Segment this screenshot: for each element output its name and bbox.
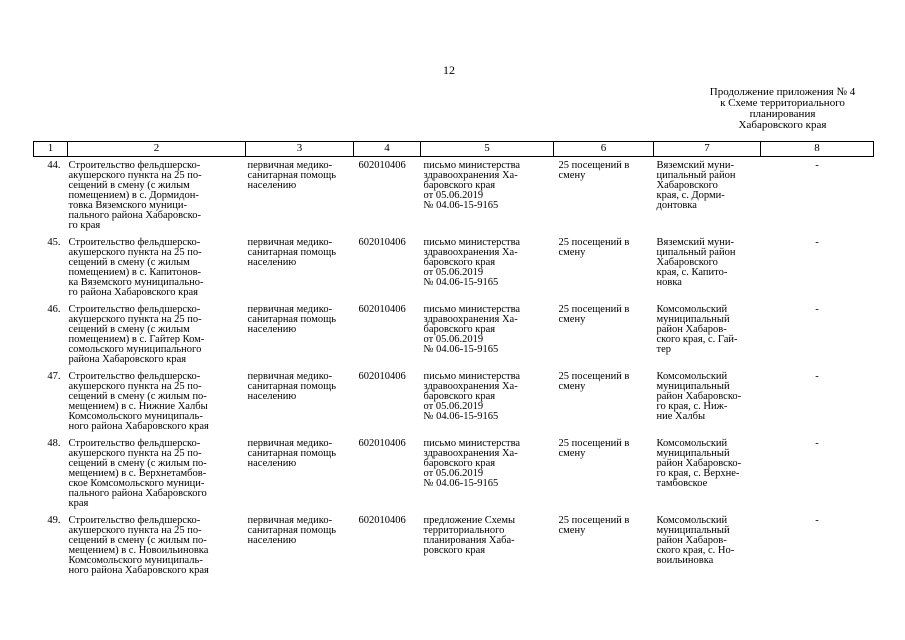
- object-type: первичная медико- санитарная помощь населению: [247, 304, 336, 335]
- object-code: 602010406: [358, 304, 406, 315]
- object-capacity: 25 посещений в смену: [558, 304, 630, 325]
- object-note: -: [815, 371, 819, 382]
- column-header: 5: [421, 142, 554, 157]
- column-header: 2: [68, 142, 246, 157]
- column-header: 3: [246, 142, 354, 157]
- object-location: Вяземский муни- ципальный район Хабаровского края, с. Капито- новка: [656, 237, 736, 288]
- table-header-row: [34, 142, 874, 157]
- column-header: 7: [654, 142, 761, 157]
- appendix-note-line: к Схеме территориального: [720, 97, 845, 109]
- object-capacity: 25 посещений в смену: [558, 160, 630, 181]
- appendix-note-line: Продолжение приложения № 4: [709, 86, 856, 98]
- object-capacity: 25 посещений в смену: [558, 237, 630, 258]
- object-capacity: 25 посещений в смену: [558, 515, 630, 536]
- table-row: [34, 435, 874, 512]
- object-name: Строительство фельдшерско- акушерского пункта на 25 по- сещений в смену (с жилым по- мещением) в с. Новоильиновка Комсомольского муниципаль- ного района Хабаровского края: [68, 515, 209, 576]
- object-location: Комсомольский муниципальный район Хабаров- ского края, с. Гай- тер: [656, 304, 738, 355]
- row-number: 48.: [47, 438, 61, 449]
- object-note: -: [815, 237, 819, 248]
- object-name: Строительство фельдшерско- акушерского пункта на 25 по- сещений в смену (с жилым помещением) в с. Гайтер Ком- сомольского муниципального района Хабаровского края: [68, 304, 205, 365]
- table-row: [34, 301, 874, 368]
- object-code: 602010406: [358, 438, 406, 449]
- object-location: Комсомольский муниципальный район Хабаровско- го края, с. Верхне- тамбовское: [656, 438, 742, 489]
- object-location: Комсомольский муниципальный район Хабаровско- го края, с. Ниж- ние Халбы: [656, 371, 742, 422]
- object-location: Комсомольский муниципальный район Хабаров- ского края, с. Но- воильиновка: [656, 515, 735, 566]
- row-number: 44.: [47, 160, 61, 171]
- object-basis: письмо министерства здравоохранения Ха- баровского края от 05.06.2019 № 04.06-15-9165: [423, 438, 521, 489]
- object-name: Строительство фельдшерско- акушерского пункта на 25 по- сещений в смену (с жилым помещением) в с. Капитонов- ка Вяземского муниципально- го района Хабаровского края: [68, 237, 204, 298]
- appendix-note: [690, 87, 875, 131]
- object-name: Строительство фельдшерско- акушерского пункта на 25 по- сещений в смену (с жилым по- мещением) в с. Нижние Халбы Комсомольского муниципаль- ного района Хабаровского края: [68, 371, 209, 432]
- object-name: Строительство фельдшерско- акушерского пункта на 25 по- сещений в смену (с жилым по- мещением) в с. Верхнетамбов- ское Комсомольского муници- пального района Хабаровского края: [68, 438, 207, 509]
- row-number: 47.: [47, 371, 61, 382]
- object-basis: письмо министерства здравоохранения Ха- баровского края от 05.06.2019 № 04.06-15-9165: [423, 371, 521, 422]
- row-number: 46.: [47, 304, 61, 315]
- column-header: 4: [354, 142, 421, 157]
- table-row: [34, 157, 874, 235]
- appendix-note-line: Хабаровского края: [738, 119, 827, 131]
- object-capacity: 25 посещений в смену: [558, 371, 630, 392]
- object-type: первичная медико- санитарная помощь населению: [247, 160, 336, 191]
- object-note: -: [815, 515, 819, 526]
- object-basis: письмо министерства здравоохранения Ха- баровского края от 05.06.2019 № 04.06-15-9165: [423, 237, 521, 288]
- object-note: -: [815, 160, 819, 171]
- object-note: -: [815, 438, 819, 449]
- object-type: первичная медико- санитарная помощь населению: [247, 371, 336, 402]
- object-code: 602010406: [358, 515, 406, 526]
- object-type: первичная медико- санитарная помощь населению: [247, 515, 336, 546]
- object-code: 602010406: [358, 371, 406, 382]
- appendix-note-line: планирования: [749, 108, 816, 120]
- object-location: Вяземский муни- ципальный район Хабаровского края, с. Дорми- донтовка: [656, 160, 736, 211]
- objects-table: [33, 141, 874, 579]
- column-header: 1: [34, 142, 68, 157]
- object-basis: письмо министерства здравоохранения Ха- баровского края от 05.06.2019 № 04.06-15-9165: [423, 304, 521, 355]
- object-name: Строительство фельдшерско- акушерского пункта на 25 по- сещений в смену (с жилым помещением) в с. Дормидон- товка Вяземского муници- пального района Хабаровско- го края: [68, 160, 202, 231]
- object-basis: предложение Схемы территориального планирования Хаба- ровского края: [423, 515, 516, 556]
- table-row: [34, 368, 874, 435]
- object-code: 602010406: [358, 237, 406, 248]
- object-basis: письмо министерства здравоохранения Ха- баровского края от 05.06.2019 № 04.06-15-9165: [423, 160, 521, 211]
- page-number: 12: [443, 63, 455, 77]
- column-header: 6: [554, 142, 654, 157]
- object-type: первичная медико- санитарная помощь населению: [247, 438, 336, 469]
- object-code: 602010406: [358, 160, 406, 171]
- object-note: -: [815, 304, 819, 315]
- table-row: [34, 512, 874, 579]
- object-type: первичная медико- санитарная помощь населению: [247, 237, 336, 268]
- row-number: 45.: [47, 237, 61, 248]
- object-capacity: 25 посещений в смену: [558, 438, 630, 459]
- column-header: 8: [761, 142, 874, 157]
- table-row: [34, 234, 874, 301]
- row-number: 49.: [47, 515, 61, 526]
